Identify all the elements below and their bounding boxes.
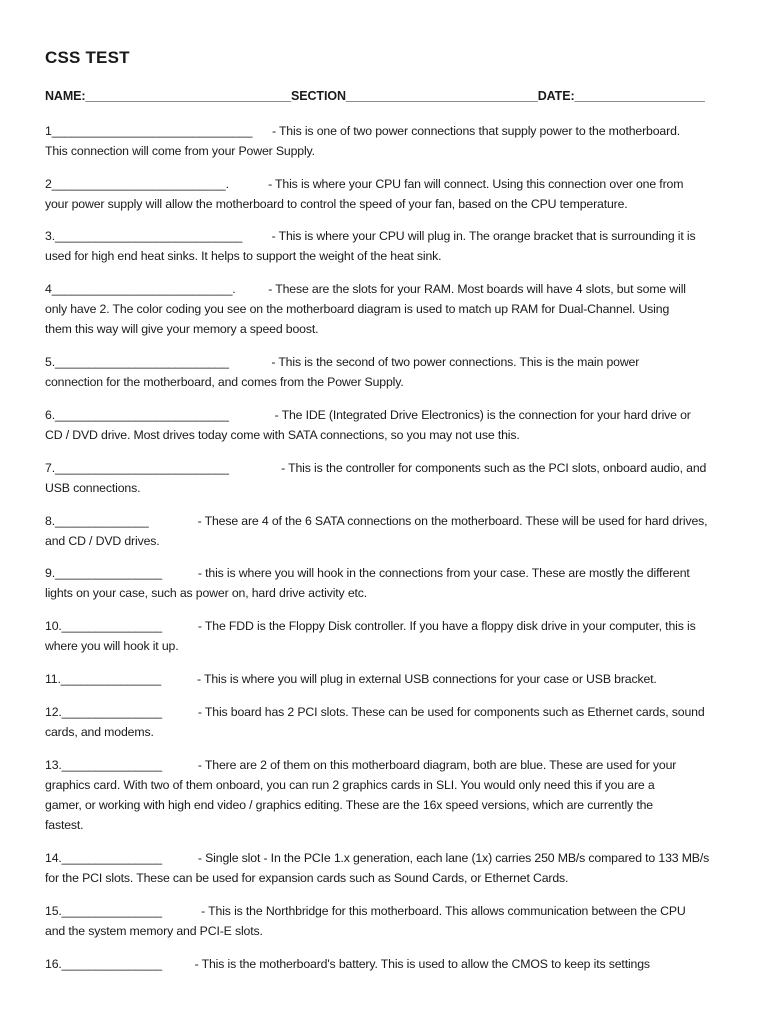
question-line: gamer, or working with high end video / graphics editing. These are the 16x speed versions, which are currently the — [45, 798, 653, 812]
question-14 — [45, 848, 730, 888]
question-line: 15._______________ - This is the Northbridge for this motherboard. This allows communication between the CPU — [45, 904, 686, 918]
question-line: 2__________________________. - This is where your CPU fan will connect. Using this connection over one from — [45, 177, 684, 191]
question-2 — [45, 174, 730, 214]
question-line: and the system memory and PCI-E slots. — [45, 924, 263, 938]
question-line: graphics card. With two of them onboard, you can run 2 graphics cards in SLI. You would only need this if you are a — [45, 778, 655, 792]
student-info-line: NAME:______________________________SECTION____________________________DATE:___________________ — [45, 89, 705, 103]
question-line: 14._______________ - Single slot - In the PCIe 1.x generation, each lane (1x) carries 250 MB/s compared to 133 MB/s — [45, 851, 710, 865]
question-line: 9.________________ - this is where you will hook in the connections from your case. These are mostly the different — [45, 566, 690, 580]
question-line: 1______________________________ - This is one of two power connections that supply power to the motherboard. — [45, 124, 681, 138]
question-line: 6.__________________________ - The IDE (Integrated Drive Electronics) is the connection for your hard drive or — [45, 408, 691, 422]
question-line: cards, and modems. — [45, 725, 154, 739]
question-11 — [45, 669, 730, 689]
question-line: CD / DVD drive. Most drives today come with SATA connections, so you may not use this. — [45, 428, 520, 442]
question-10 — [45, 616, 730, 656]
question-5 — [45, 352, 730, 392]
question-line: connection for the motherboard, and comes from the Power Supply. — [45, 375, 404, 389]
question-line: them this way will give your memory a speed boost. — [45, 322, 319, 336]
question-4 — [45, 279, 730, 339]
question-13 — [45, 755, 730, 835]
question-8 — [45, 511, 730, 551]
question-line: and CD / DVD drives. — [45, 534, 160, 548]
question-6 — [45, 405, 730, 445]
question-7 — [45, 458, 730, 498]
page-title: CSS TEST — [45, 48, 130, 67]
question-1 — [45, 121, 730, 161]
question-line: 11._______________ - This is where you will plug in external USB connections for your case or USB bracket. — [45, 672, 657, 686]
question-line: USB connections. — [45, 481, 141, 495]
question-line: where you will hook it up. — [45, 639, 179, 653]
question-3 — [45, 226, 730, 266]
question-line: 10._______________ - The FDD is the Floppy Disk controller. If you have a floppy disk drive in your computer, this is — [45, 619, 696, 633]
question-line: only have 2. The color coding you see on the motherboard diagram is used to match up RAM for Dual-Channel. Using — [45, 302, 670, 316]
question-line: 4___________________________. - These are the slots for your RAM. Most boards will have 4 slots, but some will — [45, 282, 686, 296]
question-line: used for high end heat sinks. It helps to support the weight of the heat sink. — [45, 249, 442, 263]
question-9 — [45, 563, 730, 603]
question-line: for the PCI slots. These can be used for expansion cards such as Sound Cards, or Ethernet Cards. — [45, 871, 569, 885]
question-16 — [45, 954, 730, 974]
question-line: 3.____________________________ - This is where your CPU will plug in. The orange bracket that is surrounding it is — [45, 229, 696, 243]
question-line: This connection will come from your Power Supply. — [45, 144, 315, 158]
question-line: 7.__________________________ - This is the controller for components such as the PCI slots, onboard audio, and — [45, 461, 707, 475]
question-line: fastest. — [45, 818, 84, 832]
question-12 — [45, 702, 730, 742]
question-line: 12._______________ - This board has 2 PCI slots. These can be used for components such as Ethernet cards, sound — [45, 705, 705, 719]
question-line: lights on your case, such as power on, hard drive activity etc. — [45, 586, 368, 600]
question-line: 13._______________ - There are 2 of them on this motherboard diagram, both are blue. These are used for your — [45, 758, 677, 772]
question-line: 8.______________ - These are 4 of the 6 SATA connections on the motherboard. These will be used for hard drives, — [45, 514, 708, 528]
question-15 — [45, 901, 730, 941]
question-line: 16._______________ - This is the motherboard's battery. This is used to allow the CMOS to keep its settings — [45, 957, 650, 971]
question-line: your power supply will allow the motherboard to control the speed of your fan, based on the CPU temperature. — [45, 197, 628, 211]
question-line: 5.__________________________ - This is the second of two power connections. This is the main power — [45, 355, 640, 369]
